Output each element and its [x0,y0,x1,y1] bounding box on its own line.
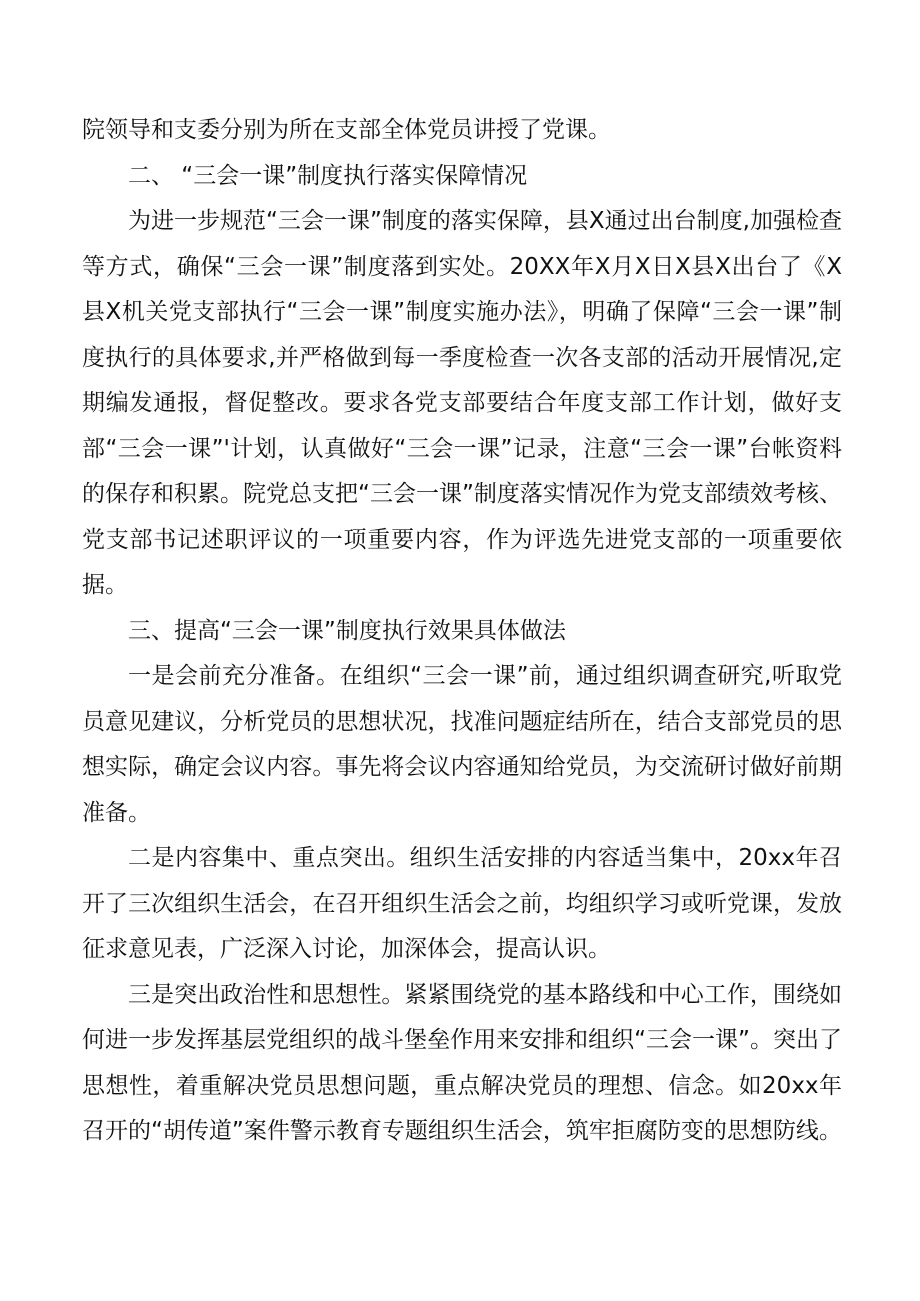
section-heading-2: 二、 “三会一课”制度执行落实保障情况 [128,162,528,189]
paragraph-preparation: 一是会前充分准备。在组织“三会一课”前，通过组织调查研究,听取党员意见建议，分析党员的思想状况，找准问题症结所在，结合支部党员的思想实际，确定会议内容。事先将会议内容通知给党员，为交流研讨做好前期准备。 [82,663,842,826]
paragraph-political: 三是突出政治性和思想性。紧紧围绕党的基本路线和中心工作，围绕如何进一步发挥基层党组织的战斗堡垒作用来安排和组织“三会一课”。突出了思想性，着重解决党员思想问题，重点解决党员的理想、信念。如20xx年召开的“胡传道”案件警示教育专题组织生活会，筑牢拒腐防变的思想防线。 [82,981,842,1144]
paragraph-continuation: 院领导和支委分别为所在支部全体党员讲授了党课。 [82,117,611,143]
paragraph-guarantee: 为进一步规范“三会一课”制度的落实保障，县X通过出台制度,加强检查等方式，确保“三会一课”制度落到实处。20XX年X月X日X县X出台了《X县X机关党支部执行“三会一课”制度实施办法》，明确了保障“三会一课”制度执行的具体要求,并严格做到每一季度检查一次各支部的活动开展情况,定期编发通报，督促整改。要求各党支部要结合年度支部工作计划，做好支部“三会一课”'计划，认真做好“三会一课”记录，注意“三会一课”台帐资料的保存和积累。院党总支把“三会一课”制度落实情况作为党支部绩效考核、党支部书记述职评议的一项重要内容，作为评选先进党支部的一项重要依据。 [82,208,842,598]
document-body [82,108,842,1155]
paragraph-focus: 二是内容集中、重点突出。组织生活安排的内容适当集中，20xx年召开了三次组织生活会，在召开组织生活会之前，均组织学习或听党课，发放征求意见表，广泛深入讨论，加深体会，提高认识。 [82,845,842,962]
section-heading-3: 三、提高“三会一课”制度执行效果具体做法 [128,617,566,644]
